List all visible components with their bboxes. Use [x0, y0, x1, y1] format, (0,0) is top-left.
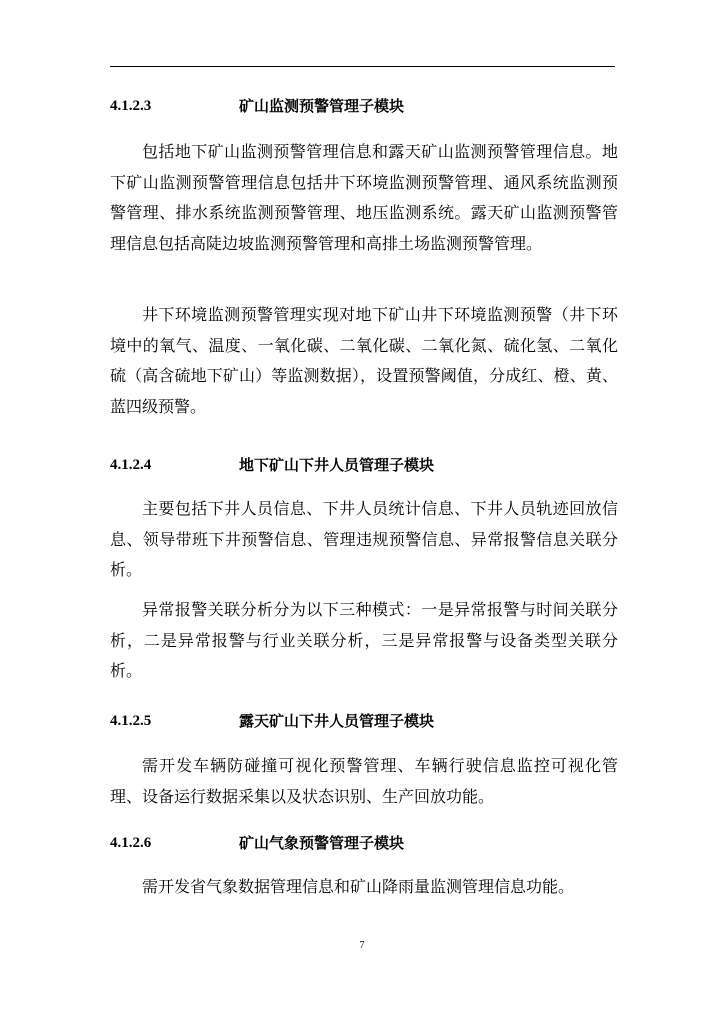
section-heading — [110, 93, 615, 119]
section-heading — [110, 452, 615, 478]
section-number: 4.1.2.4 — [110, 457, 152, 473]
section-number: 4.1.2.6 — [110, 835, 152, 851]
page-number: 7 — [359, 940, 365, 951]
paragraph: 主要包括下井人员信息、下井人员统计信息、下井人员轨迹回放信息、领导带班下井预警信息、管理违规预警信息、异常报警信息关联分析。 — [110, 499, 618, 579]
paragraph: 需开发省气象数据管理信息和矿山降雨量监测管理信息功能。 — [142, 877, 575, 896]
section-title: 矿山监测预警管理子模块 — [239, 97, 405, 115]
section-heading — [110, 830, 615, 856]
paragraph: 井下环境监测预警管理实现对地下矿山井下环境监测预警（井下环境中的氧气、温度、一氧化碳、二氧化碳、二氧化氮、硫化氢、二氧化硫（高含硫地下矿山）等监测数据），设置预警阈值，分成红、橙、黄、蓝四级预警。 — [110, 305, 618, 416]
section-title: 露天矿山下井人员管理子模块 — [239, 712, 435, 730]
section-heading — [110, 708, 615, 734]
paragraph: 异常报警关联分析分为以下三种模式：一是异常报警与时间关联分析，二是异常报警与行业关联分析，三是异常报警与设备类型关联分析。 — [110, 600, 618, 680]
header-rule — [110, 66, 615, 67]
section-number: 4.1.2.3 — [110, 98, 152, 114]
paragraph: 包括地下矿山监测预警管理信息和露天矿山监测预警管理信息。地下矿山监测预警管理信息包括井下环境监测预警管理、通风系统监测预警管理、排水系统监测预警管理、地压监测系统。露天矿山监测预警管理信息包括高陡边坡监测预警管理和高排土场监测预警管理。 — [110, 142, 618, 253]
section-title: 矿山气象预警管理子模块 — [239, 834, 405, 852]
paragraph: 需开发车辆防碰撞可视化预警管理、车辆行驶信息监控可视化管理、设备运行数据采集以及状态识别、生产回放功能。 — [110, 756, 618, 806]
section-number: 4.1.2.5 — [110, 713, 152, 729]
section-title: 地下矿山下井人员管理子模块 — [239, 456, 435, 474]
